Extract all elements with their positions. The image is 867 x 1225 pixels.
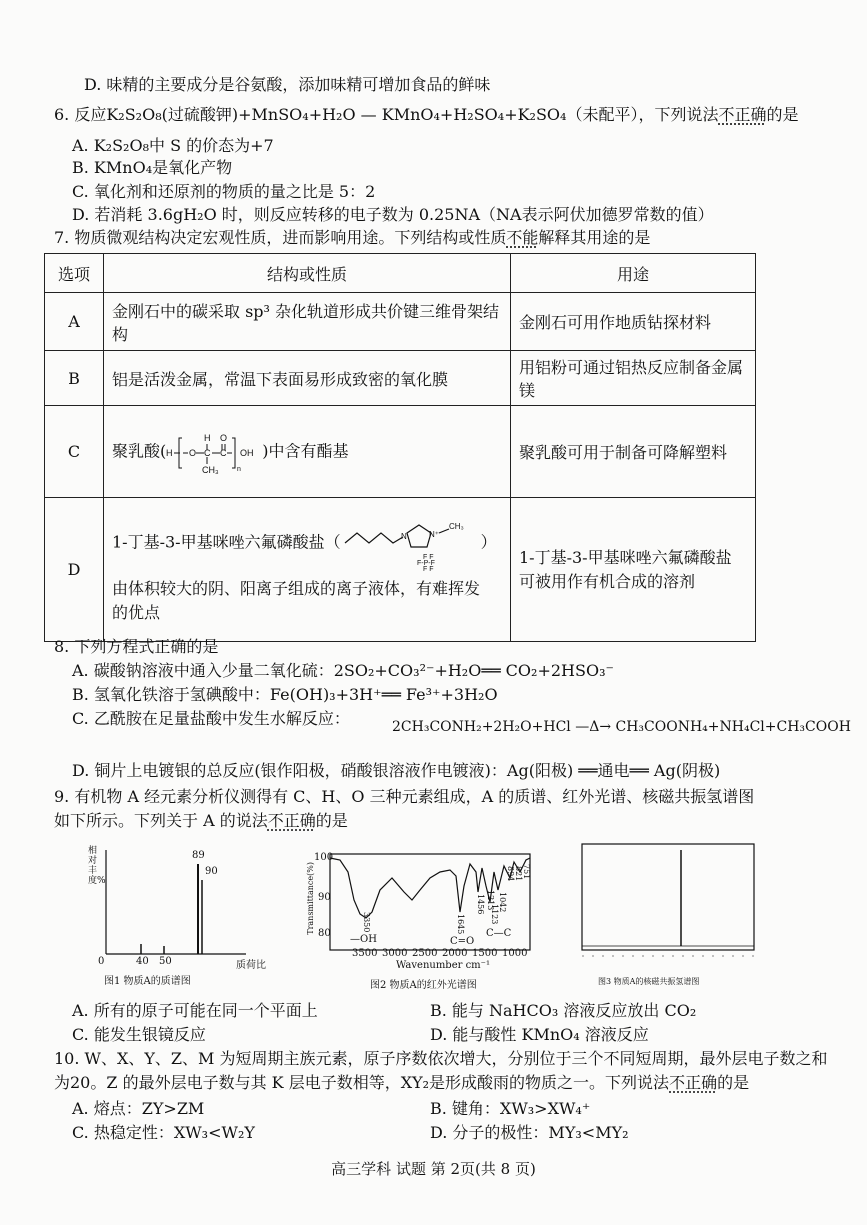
q9-stem-line2: 如下所示。下列关于 A 的说法不正确的是	[54, 811, 348, 830]
q8-option-d: D. 铜片上电镀银的总反应(银作阳极，硝酸银溶液作电镀液)：Ag(阳极) ══通电══ Ag(阴极)	[72, 761, 721, 780]
q8-option-a: A. 碳酸钠溶液中通入少量二氧化硫：2SO₂+CO₃²⁻+H₂O══ CO₂+2HSO₃⁻	[72, 661, 614, 680]
ir-xtick: 3000	[382, 948, 408, 959]
q9-option-d: D. 能与酸性 KMnO₄ 溶液反应	[430, 1025, 649, 1044]
ir-ytick-100: 100	[314, 852, 334, 863]
svg-text:N: N	[400, 531, 407, 541]
ir-group-label: —OH	[350, 934, 377, 945]
table-row: D 1-丁基-3-甲基咪唑六氟磷酸盐（ N N⁺ CH₃ F F F-P-F F F ） 由体积较大的阴、阳离子组成的离子液体，有难挥发的优点 1-丁基-3-甲基咪唑六氟磷酸盐可被用作有机合成的溶剂	[45, 498, 756, 642]
table-row: B 铝是活泼金属，常温下表面易形成致密的氧化膜 用铝粉可通过铝热反应制备金属镁	[45, 351, 756, 406]
q10-stem-line1: 10. W、X、Y、Z、M 为短周期主族元素，原子序数依次增大，分别位于三个不同短周期，最外层电子数之和	[54, 1049, 828, 1068]
svg-text:O: O	[189, 447, 197, 458]
ir-mark: 1213	[486, 890, 495, 911]
q9-option-a: A. 所有的原子可能在同一个平面上	[72, 1001, 318, 1020]
ionic-liquid-structure	[341, 515, 481, 571]
q10-option-b: B. 键角：XW₃>XW₄⁺	[430, 1099, 591, 1118]
q6-option-a: A. K₂S₂O₈中 S 的价态为+7	[72, 136, 274, 155]
nmr-spectrum-plot	[578, 842, 758, 992]
table-row: A 金刚石中的碳采取 sp³ 杂化轨道形成共价键三维骨架结构 金刚石可用作地质钻探材料	[45, 293, 756, 351]
q5-option-d: D. 味精的主要成分是谷氨酸，添加味精可增加食品的鲜味	[84, 75, 491, 94]
ir-mark: 1645	[456, 914, 465, 935]
ir-mark: 1456	[476, 894, 485, 915]
q10-option-c: C. 热稳定性：XW₃<W₂Y	[72, 1123, 255, 1142]
ir-mark: 3350	[362, 912, 371, 933]
svg-text:F F: F F	[422, 553, 434, 561]
q9-option-b: B. 能与 NaHCO₃ 溶液反应放出 CO₂	[430, 1001, 697, 1020]
nmr-caption: 图3 物质A的核磁共振氢谱图	[598, 977, 700, 986]
q6-option-d: D. 若消耗 3.6gH₂O 时，则反应转移的电子数为 0.25NA（NA表示阿伏加德罗常数的值）	[72, 205, 714, 224]
svg-text:O: O	[220, 432, 228, 443]
page-footer: 高三学科 试题 第 2页(共 8 页)	[331, 1160, 536, 1178]
tick-40: 40	[136, 956, 149, 967]
ir-xtick: 1000	[502, 948, 528, 959]
ir-mark: 821	[514, 866, 523, 882]
q8-stem: 8. 下列方程式正确的是	[54, 637, 219, 656]
ir-spectrum-figure	[300, 842, 550, 992]
ir-mark: 1042	[498, 892, 507, 913]
peak-label-90: 90	[205, 866, 218, 877]
ir-xtick: 2000	[442, 948, 468, 959]
ir-group-label: C=O	[450, 936, 475, 947]
ir-xtick: 3500	[352, 948, 378, 959]
svg-text:F-P-F: F-P-F	[416, 559, 435, 567]
q8-option-c: C. 乙酰胺在足量盐酸中发生水解反应：	[72, 709, 350, 728]
q9-option-c: C. 能发生银镜反应	[72, 1025, 206, 1044]
svg-text:CH₃: CH₃	[202, 464, 219, 475]
svg-text:C: C	[204, 447, 211, 458]
svg-text:H: H	[166, 447, 173, 458]
q7-stem: 7. 物质微观结构决定宏观性质，进而影响用途。下列结构或性质不能解释其用途的是	[54, 228, 651, 247]
ir-xlabel: Wavenumber cm⁻¹	[396, 960, 490, 971]
polylactic-acid-structure	[166, 426, 262, 478]
svg-text:N⁺: N⁺	[428, 529, 439, 539]
table-header-structure: 结构或性质	[104, 254, 511, 293]
mass-spectrum-ylabel: 相对丰度%	[88, 846, 106, 886]
mass-spectrum-figure	[86, 842, 272, 992]
ir-caption: 图2 物质A的红外光谱图	[370, 980, 477, 991]
ir-xtick: 1500	[472, 948, 498, 959]
q10-option-a: A. 熔点：ZY>ZM	[72, 1099, 205, 1118]
ir-group-label: C—C	[486, 928, 512, 939]
svg-text:H: H	[204, 432, 211, 443]
mass-spectrum-caption: 图1 物质A的质谱图	[104, 976, 191, 987]
svg-text:OH: OH	[240, 447, 254, 458]
mass-spectrum-xlabel: 质荷比	[236, 960, 266, 971]
q8-option-c-equation: 2CH₃CONH₂+2H₂O+HCl —Δ→ CH₃COONH₄+NH₄Cl+CH₃COOH	[392, 719, 851, 735]
ir-ytick-90: 90	[318, 892, 331, 903]
svg-text:n: n	[237, 465, 242, 473]
ir-ytick-80: 80	[318, 928, 331, 939]
table-header-option: 选项	[45, 254, 104, 293]
table-row: C 聚乳酸( H O C H CH₃ C O n OH )中含有酯基 聚乳酸可用于制备可降解塑料	[45, 406, 756, 498]
tick-0: 0	[98, 956, 105, 967]
svg-text:CH₃: CH₃	[448, 521, 464, 531]
ir-mark: 894	[506, 866, 515, 882]
q10-stem-line2: 为20。Z 的最外层电子数与其 K 层电子数相等，XY₂是形成酸雨的物质之一。下列说法不正确的是	[54, 1073, 750, 1092]
svg-text:F F: F F	[422, 565, 434, 571]
q8-option-b: B. 氢氧化铁溶于氢碘酸中：Fe(OH)₃+3H⁺══ Fe³⁺+3H₂O	[72, 685, 498, 704]
q9-stem-line1: 9. 有机物 A 经元素分析仪测得有 C、H、O 三种元素组成，A 的质谱、红外光谱、核磁共振氢谱图	[54, 787, 755, 806]
q6-option-b: B. KMnO₄是氧化产物	[72, 158, 233, 177]
peak-label-89: 89	[192, 850, 205, 861]
tick-50: 50	[159, 956, 172, 967]
q6-option-c: C. 氧化剂和还原剂的物质的量之比是 5：2	[72, 182, 376, 201]
ir-xtick: 2500	[412, 948, 438, 959]
ir-mark: 1123	[490, 904, 499, 925]
q7-options-table	[44, 253, 756, 642]
ir-ylabel: Transmittance(%)	[306, 862, 315, 935]
table-header-use: 用途	[511, 254, 756, 293]
ir-mark: 751	[522, 864, 531, 880]
q10-option-d: D. 分子的极性：MY₃<MY₂	[430, 1123, 629, 1142]
svg-text:C: C	[220, 447, 227, 458]
q6-stem: 6. 反应K₂S₂O₈(过硫酸钾)+MnSO₄+H₂O — KMnO₄+H₂SO₄+K₂SO₄（未配平），下列说法不正确的是	[54, 105, 799, 124]
nmr-spectrum-figure	[578, 842, 758, 992]
